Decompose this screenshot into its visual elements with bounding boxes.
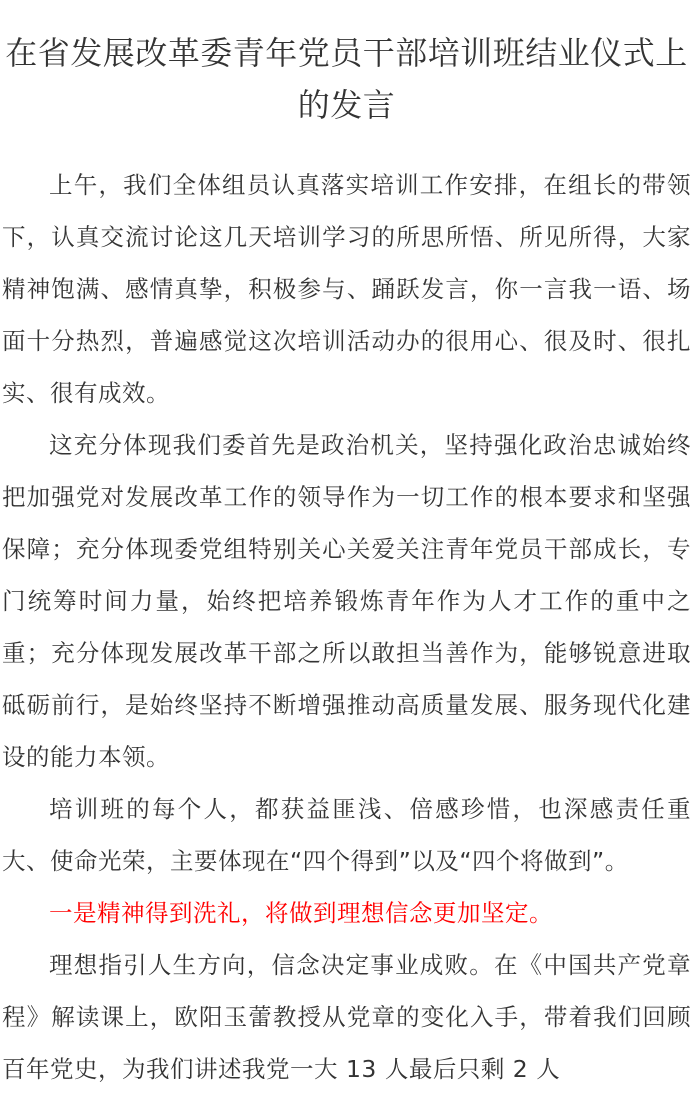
paragraph-5: 理想指引人生方向，信念决定事业成败。在《中国共产党章程》解读课上，欧阳玉蕾教授从党章的变化入手，带着我们回顾百年党史，为我们讲述我党一大 13 人最后只剩 2 人	[2, 951, 691, 1083]
highlight-heading: 一是精神得到洗礼，将做到理想信念更加坚定。	[49, 899, 553, 927]
article-title: 在省发展改革委青年党员干部培训班结业仪式上的发言	[5, 34, 688, 124]
paragraph-2: 这充分体现我们委首先是政治机关，坚持强化政治忠诚始终把加强党对发展改革工作的领导作为一切工作的根本要求和坚强保障；充分体现委党组特别关心关爱关注青年党员干部成长，专门统筹时间力量，始终把培养锻炼青年作为人才工作的重中之重；充分体现发展改革干部之所以敢担当善作为，能够锐意进取砥砺前行，是始终坚持不断增强推动高质量发展、服务现代化建设的能力本领。	[2, 431, 691, 771]
paragraph-3: 培训班的每个人，都获益匪浅、倍感珍惜，也深感责任重大、使命光荣，主要体现在“四个得到”以及“四个将做到”。	[2, 795, 691, 875]
paragraph-1: 上午，我们全体组员认真落实培训工作安排，在组长的带领下，认真交流讨论这几天培训学习的所思所悟、所见所得，大家精神饱满、感情真挚，积极参与、踊跃发言，你一言我一语、场面十分热烈，普遍感觉这次培训活动办的很用心、很及时、很扎实、很有成效。	[2, 171, 691, 407]
article-body	[2, 159, 691, 1095]
